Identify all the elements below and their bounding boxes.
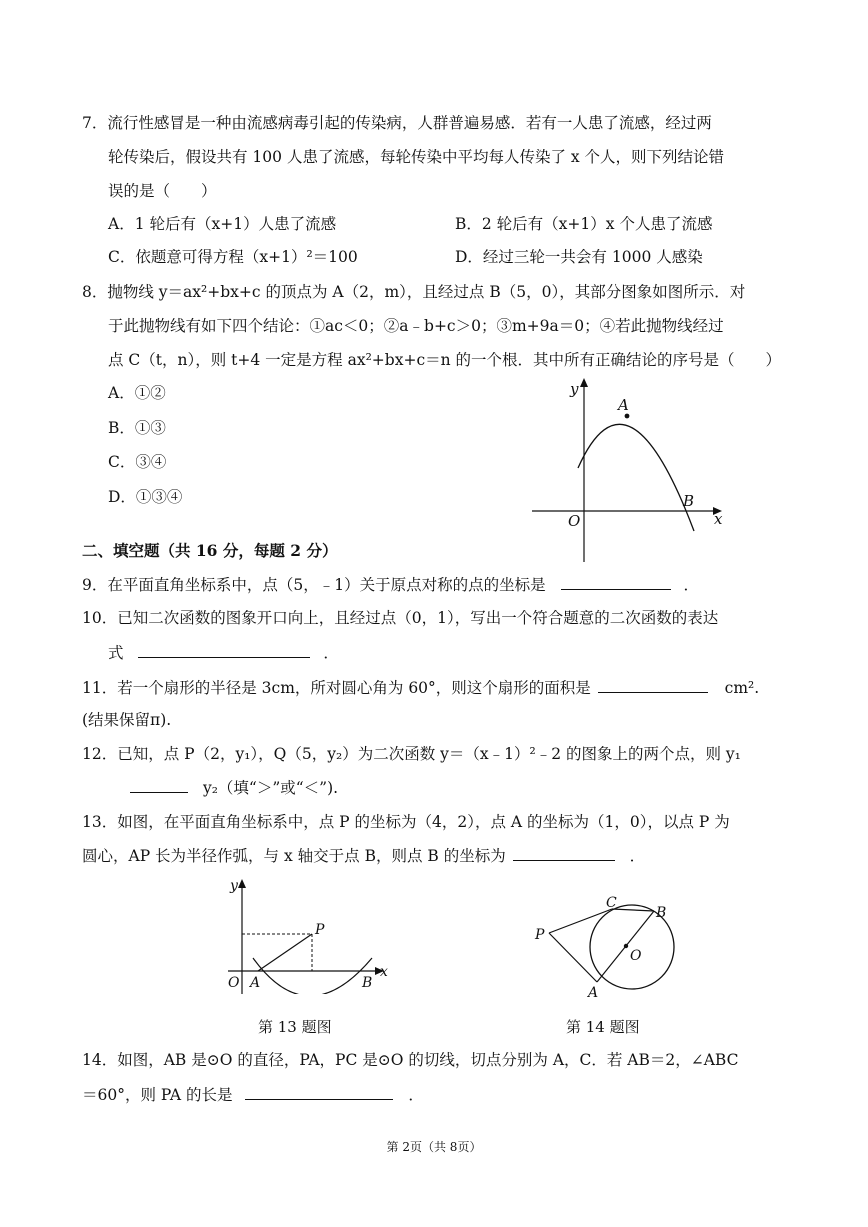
q7-option-d: D．经过三轮一共会有 1000 人感染 — [455, 248, 703, 266]
q14-answer-blank[interactable] — [245, 1083, 393, 1100]
q13-end: ． — [629, 847, 646, 865]
q14-text-2: ＝60°，则 PA 的长是 — [82, 1086, 233, 1104]
q9-end: ． — [683, 576, 699, 594]
q11-line-1 — [82, 676, 759, 699]
q7-line-1: 7．流行性感冒是一种由流感病毒引起的传染病，人群普遍易感．若有一人患了流感，经过两 — [82, 114, 712, 132]
q13-circle-arc-figure — [222, 876, 392, 994]
q8-line-3: 点 C（t，n），则 t+4 一定是方程 ax²+bx+c＝n 的一个根．其中所有正确结论的序号是（ ） — [108, 351, 782, 369]
q8-line-1: 8．抛物线 y＝ax²+bx+c 的顶点为 A（2，m），且经过点 B（5，0），其部分图象如图所示．对 — [82, 283, 746, 301]
q13-fig-label-p: P — [315, 922, 325, 938]
q13-answer-blank[interactable] — [513, 844, 615, 861]
q10-line-2 — [108, 641, 339, 664]
q14-tangent-circle-figure — [534, 893, 684, 1003]
q14-fig-label-b: B — [656, 905, 667, 921]
q8-option-d: D．①③④ — [108, 488, 183, 506]
q8-option-c: C．③④ — [108, 453, 167, 471]
q9-line — [82, 573, 699, 596]
q8-fig-label-a: A — [618, 396, 629, 414]
q12-answer-blank[interactable] — [130, 776, 188, 793]
q11-answer-blank[interactable] — [598, 676, 708, 693]
q10-text-2: 式 — [108, 644, 124, 662]
q7-line-2: 轮传染后，假设共有 100 人患了流感，每轮传染中平均每人传染了 x 个人，则下列结论错 — [108, 148, 725, 166]
q13-fig-label-y: y — [230, 878, 238, 894]
q11-line-2: (结果保留π). — [82, 711, 172, 729]
q11-text: 11．若一个扇形的半径是 3cm，所对圆心角为 60°，则这个扇形的面积是 — [82, 679, 591, 697]
q8-line-2: 于此抛物线有如下四个结论：①ac＜0；②a﹣b+c＞0；③m+9a＝0；④若此抛物线经过 — [108, 317, 724, 335]
q14-line-1: 14．如图，AB 是⊙O 的直径，PA，PC 是⊙O 的切线，切点分别为 A，C．若 AB＝2，∠ABC — [82, 1051, 739, 1069]
q9-text: 9．在平面直角坐标系中，点（5，﹣1）关于原点对称的点的坐标是 — [82, 576, 546, 594]
q14-fig-label-p: P — [535, 927, 545, 943]
q10-line-1: 10．已知二次函数的图象开口向上，且经过点（0，1），写出一个符合题意的二次函数的表达 — [82, 609, 719, 627]
q13-fig-label-b: B — [362, 975, 373, 991]
q13-figure-caption: 第 13 题图 — [258, 1018, 332, 1036]
q10-end: ． — [323, 644, 339, 662]
q11-unit: cm². — [724, 679, 760, 697]
q14-figure-caption: 第 14 题图 — [566, 1018, 640, 1036]
q13-fig-label-o: O — [228, 975, 240, 991]
q13-line-2 — [82, 844, 645, 867]
q10-answer-blank[interactable] — [138, 641, 310, 658]
q8-option-b: B．①③ — [108, 419, 166, 437]
q7-option-c: C．依题意可得方程（x+1）²＝100 — [108, 248, 358, 266]
page-footer: 第 2页（共 8页） — [386, 1140, 482, 1154]
section-2-heading: 二、填空题（共 16 分，每题 2 分） — [82, 541, 338, 560]
q8-parabola-figure — [530, 376, 726, 562]
q8-fig-label-b: B — [683, 492, 695, 510]
q9-answer-blank[interactable] — [561, 573, 671, 590]
q13-line-1: 13．如图，在平面直角坐标系中，点 P 的坐标为（4，2），点 A 的坐标为（1，0），以点 P 为 — [82, 813, 730, 831]
q12-text-2: y₂（填“＞”或“＜”). — [202, 779, 339, 797]
q12-line-1: 12．已知，点 P（2，y₁），Q（5，y₂）为二次函数 y＝（x﹣1）²﹣2 的图象上的两个点，则 y₁ — [82, 745, 741, 763]
q14-fig-label-a: A — [588, 985, 599, 1001]
q14-fig-label-o: O — [630, 948, 642, 964]
q12-line-2 — [130, 776, 338, 799]
q13-fig-label-a: A — [250, 975, 261, 991]
q13-text-2: 圆心，AP 长为半径作弧，与 x 轴交于点 B，则点 B 的坐标为 — [82, 847, 506, 865]
q7-option-b: B．2 轮后有（x+1）x 个人患了流感 — [455, 215, 713, 233]
q7-line-3: 误的是（ ） — [108, 182, 217, 200]
q8-option-a: A．①② — [108, 384, 166, 402]
q14-fig-label-c: C — [606, 895, 617, 911]
q8-fig-label-o: O — [568, 512, 581, 530]
q13-fig-label-x: x — [380, 964, 388, 980]
q14-end: ． — [408, 1086, 424, 1104]
q8-fig-label-y: y — [570, 380, 579, 398]
q7-option-a: A．1 轮后有（x+1）人患了流感 — [108, 215, 337, 233]
q14-line-2 — [82, 1083, 424, 1106]
q8-fig-label-x: x — [714, 510, 723, 528]
